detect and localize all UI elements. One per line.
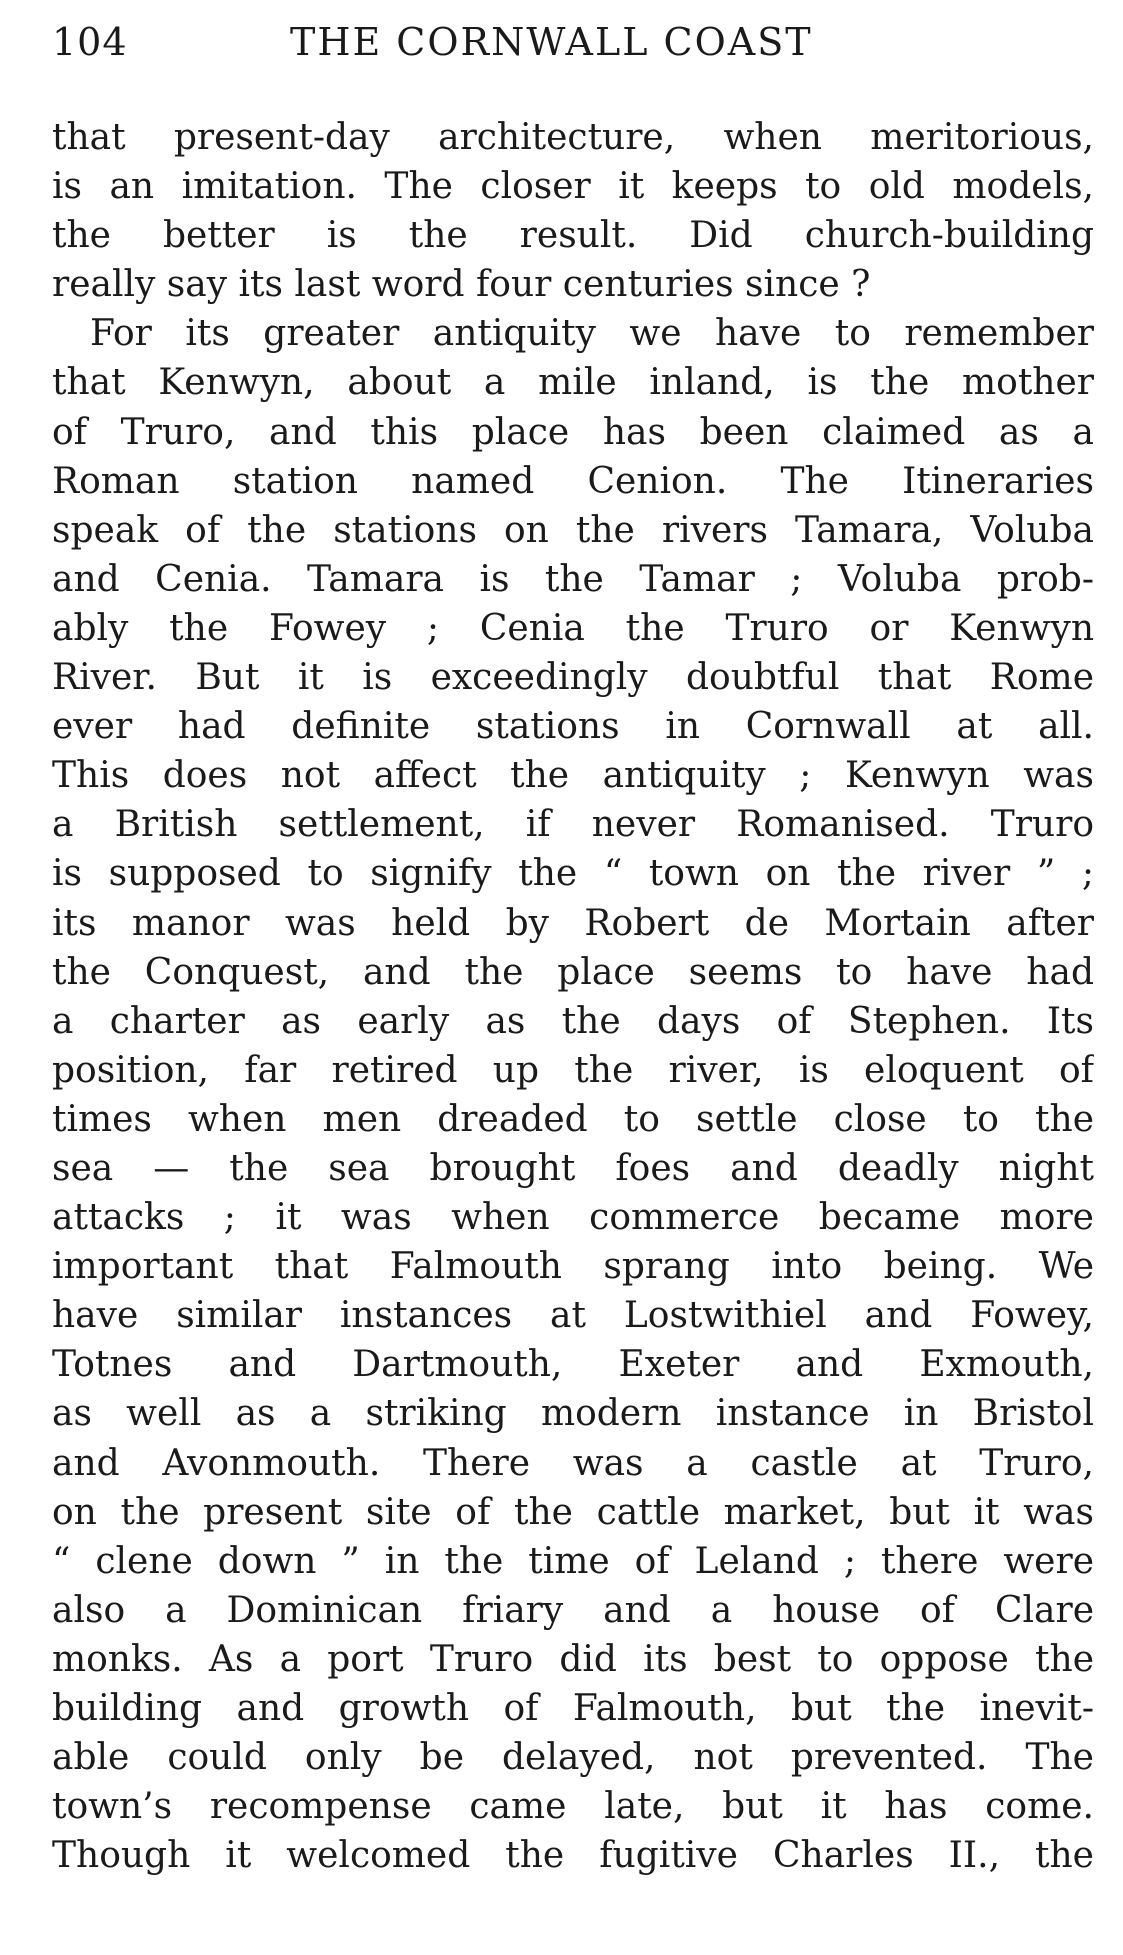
text-line: the better is the result. Did church-building [52,215,1094,257]
text-line: a charter as early as the days of Stephen. Its [52,1000,1094,1042]
text-line: sea — the sea brought foes and deadly night [52,1147,1094,1189]
text-line: This does not affect the antiquity ; Kenwyn was [52,755,1094,797]
text-line: speak of the stations on the rivers Tamara, Voluba [52,509,1094,551]
text-line: the Conquest, and the place seems to have had [52,951,1094,993]
text-line: that present-day architecture, when meritorious, [52,117,1094,158]
text-line: ably the Fowey ; Cenia the Truro or Kenwyn [52,607,1094,649]
text-line: a British settlement, if never Romanised. Truro [52,804,1094,846]
text-line: River. But it is exceedingly doubtful that Rome [52,657,1094,699]
text-line: as well as a striking modern instance in Bristol [52,1393,1094,1435]
text-line: ever had definite stations in Cornwall at all. [52,706,1094,748]
text-line: its manor was held by Robert de Mortain after [52,902,1094,944]
text-line: that Kenwyn, about a mile inland, is the mother [52,362,1094,404]
text-line: is an imitation. The closer it keeps to old models, [52,166,1094,208]
text-line: and Cenia. Tamara is the Tamar ; Voluba prob- [52,558,1094,600]
text-line: on the present site of the cattle market, but it was [52,1491,1094,1533]
text-line: “ clene down ” in the time of Leland ; there were [52,1540,1094,1582]
text-line: monks. As a port Truro did its best to oppose the [52,1638,1094,1680]
text-line: times when men dreaded to settle close to the [52,1098,1094,1140]
text-line: position, far retired up the river, is eloquent of [52,1049,1094,1091]
page-number: 104 [52,20,128,64]
text-line: town’s recompense came late, but it has come. [52,1786,1094,1828]
text-line: building and growth of Falmouth, but the inevit- [52,1688,1094,1729]
text-line: Totnes and Dartmouth, Exeter and Exmouth, [52,1344,1094,1386]
text-line: able could only be delayed, not prevented. The [52,1737,1094,1779]
text-line: also a Dominican friary and a house of Clare [52,1589,1094,1631]
running-title: THE CORNWALL COAST [290,20,813,64]
text-line: attacks ; it was when commerce became more [52,1197,1094,1239]
text-line: of Truro, and this place has been claimed as a [52,411,1094,453]
body-text [52,113,1094,1880]
text-line: is supposed to signify the “ town on the river ” ; [52,853,1094,895]
text-line: Though it welcomed the fugitive Charles II., the [52,1835,1094,1877]
running-head [52,12,1092,72]
text-line: have similar instances at Lostwithiel and Fowey, [52,1295,1094,1337]
text-line: really say its last word four centuries since ? [52,264,871,306]
text-line: and Avonmouth. There was a castle at Truro, [52,1442,1094,1484]
text-line: important that Falmouth sprang into being. We [52,1246,1094,1288]
text-line: Roman station named Cenion. The Itineraries [52,460,1094,502]
text-line: For its greater antiquity we have to remember [90,313,1094,355]
